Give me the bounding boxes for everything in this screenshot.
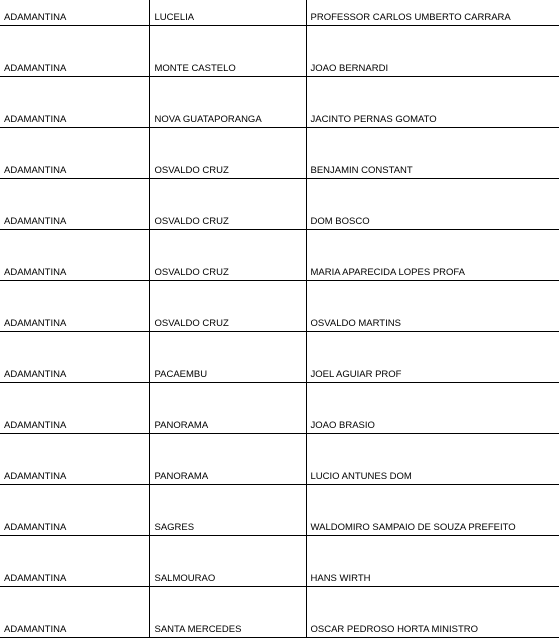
school-cell[interactable]: JOAO BRASIO: [306, 383, 559, 434]
city-cell[interactable]: OSVALDO CRUZ: [149, 128, 306, 179]
table-row: [0, 536, 559, 587]
city-cell[interactable]: LUCELIA: [149, 0, 306, 26]
table-row: [0, 434, 559, 485]
region-cell[interactable]: ADAMANTINA: [0, 587, 149, 638]
city-cell[interactable]: SAGRES: [149, 485, 306, 536]
table-row: [0, 77, 559, 128]
region-cell[interactable]: ADAMANTINA: [0, 179, 149, 230]
city-cell[interactable]: PANORAMA: [149, 383, 306, 434]
region-cell[interactable]: ADAMANTINA: [0, 26, 149, 77]
school-cell[interactable]: MARIA APARECIDA LOPES PROFA: [306, 230, 559, 281]
school-cell[interactable]: OSVALDO MARTINS: [306, 281, 559, 332]
city-cell[interactable]: OSVALDO CRUZ: [149, 230, 306, 281]
city-cell[interactable]: PACAEMBU: [149, 332, 306, 383]
school-cell[interactable]: WALDOMIRO SAMPAIO DE SOUZA PREFEITO: [306, 485, 559, 536]
region-cell[interactable]: ADAMANTINA: [0, 536, 149, 587]
table-row: [0, 332, 559, 383]
school-cell[interactable]: JOEL AGUIAR PROF: [306, 332, 559, 383]
region-cell[interactable]: ADAMANTINA: [0, 434, 149, 485]
city-cell[interactable]: MONTE CASTELO: [149, 26, 306, 77]
city-cell[interactable]: OSVALDO CRUZ: [149, 281, 306, 332]
school-cell[interactable]: HANS WIRTH: [306, 536, 559, 587]
table-row: [0, 485, 559, 536]
table-row: [0, 0, 559, 26]
region-cell[interactable]: ADAMANTINA: [0, 383, 149, 434]
region-cell[interactable]: ADAMANTINA: [0, 77, 149, 128]
region-cell[interactable]: ADAMANTINA: [0, 332, 149, 383]
school-cell[interactable]: PROFESSOR CARLOS UMBERTO CARRARA: [306, 0, 559, 26]
school-cell[interactable]: LUCIO ANTUNES DOM: [306, 434, 559, 485]
table-row: [0, 383, 559, 434]
table-row: [0, 26, 559, 77]
region-cell[interactable]: ADAMANTINA: [0, 128, 149, 179]
region-cell[interactable]: ADAMANTINA: [0, 0, 149, 26]
table-row: [0, 230, 559, 281]
table-row: [0, 128, 559, 179]
school-cell[interactable]: JOAO BERNARDI: [306, 26, 559, 77]
table-row: [0, 179, 559, 230]
city-cell[interactable]: PANORAMA: [149, 434, 306, 485]
city-cell[interactable]: SALMOURAO: [149, 536, 306, 587]
city-cell[interactable]: SANTA MERCEDES: [149, 587, 306, 638]
school-cell[interactable]: OSCAR PEDROSO HORTA MINISTRO: [306, 587, 559, 638]
school-cell[interactable]: BENJAMIN CONSTANT: [306, 128, 559, 179]
school-cell[interactable]: JACINTO PERNAS GOMATO: [306, 77, 559, 128]
column-divider: [306, 617, 307, 623]
region-cell[interactable]: ADAMANTINA: [0, 230, 149, 281]
city-cell[interactable]: NOVA GUATAPORANGA: [149, 77, 306, 128]
school-cell[interactable]: DOM BOSCO: [306, 179, 559, 230]
region-cell[interactable]: ADAMANTINA: [0, 281, 149, 332]
next-row-edge: [0, 617, 559, 623]
region-cell[interactable]: ADAMANTINA: [0, 485, 149, 536]
table-row: [0, 281, 559, 332]
city-cell[interactable]: OSVALDO CRUZ: [149, 179, 306, 230]
column-divider: [149, 617, 150, 623]
table-row: [0, 587, 559, 638]
